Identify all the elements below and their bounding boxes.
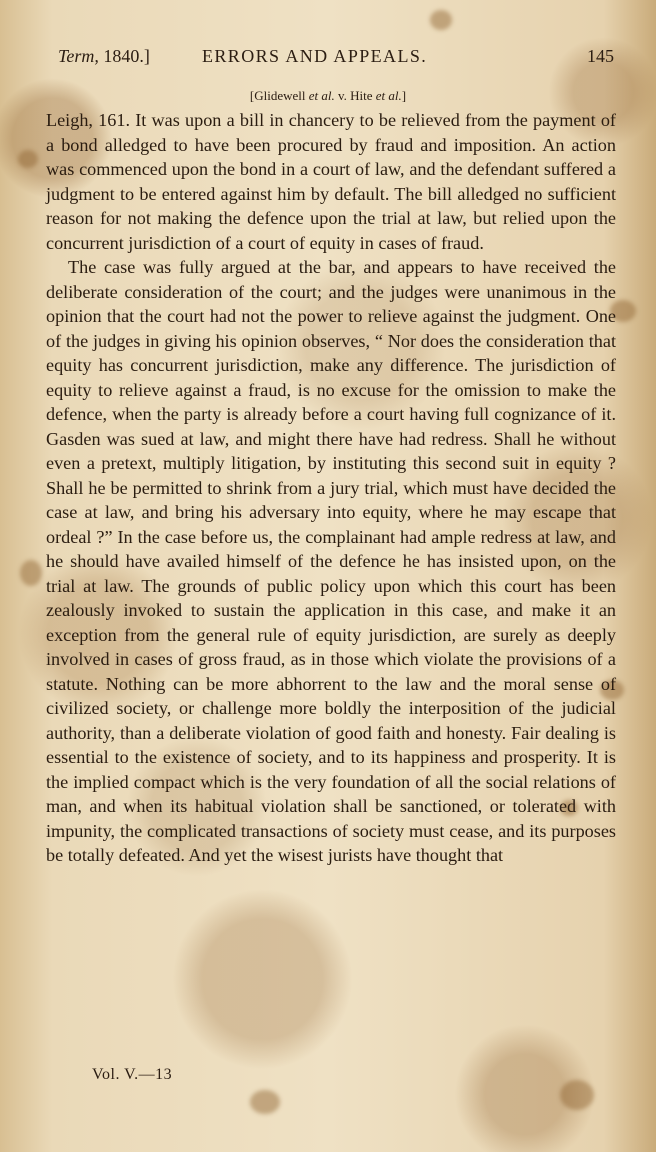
case-heading-open: [Glidewell xyxy=(249,88,306,103)
stain-spot xyxy=(430,10,452,30)
case-heading-v: v. Hite xyxy=(337,88,373,103)
body-text xyxy=(46,108,616,868)
term-year: 1840.] xyxy=(103,46,150,66)
case-heading-close: ] xyxy=(401,88,407,103)
case-heading xyxy=(0,88,656,104)
term-label xyxy=(58,46,150,67)
stain-spot xyxy=(18,150,38,168)
section-title: ERRORS AND APPEALS. xyxy=(202,46,428,66)
page-number: 145 xyxy=(587,46,614,66)
paragraph-2: The case was fully argued at the bar, and appears to have received the deliberate consideration of the court; and the judges were unanimous in the opinion that the court had not the power to relieve against the judgment. One of the judges in giving his opinion observes, “ Nor does the consideration that equity has concurrent jurisdiction, make any difference. The jurisdiction of equity to relieve against a fraud, is no excuse for the omission to make the defence, when the party is already before a court having full cognizance of it. Gasden was sued at law, and might there have had redress. Shall he without even a pretext, multiply litigation, by instituting this second suit in equity ? Shall he be permitted to shrink from a jury trial, which must have decided the case at law, and bring his adversary into equity, where he may escape that ordeal ?” In the case before us, the complainant had ample redress at law, and he should have availed himself of the defence he has insisted upon, on the trial at law. The grounds of public policy upon which this court has been zealously invoked to sustain the application in this case, and make it an exception from the general rule of equity jurisdiction, are surely as deeply involved in cases of gross fraud, as in those which violate the provisions of a statute. Nothing can be more abhorrent to the law and the moral sense of civilized society, or challenge more boldly the interposition of the judicial authority, than a deliberate violation of good faith and honesty. Fair dealing is essential to the existence of society, and to its happiness and prosperity. It is the implied compact which is the very foundation of all the social relations of man, and when its habitual violation shall be sanctioned, or tolerated with impunity, the complicated transactions of society must cease, and its purposes be totally defeated. And yet the wisest jurists have thought that xyxy=(46,257,616,865)
case-heading-et-al-2: et al. xyxy=(375,88,402,103)
running-head xyxy=(58,46,614,70)
signature-mark: Vol. V.—13 xyxy=(92,1066,173,1083)
stain-spot xyxy=(560,1080,594,1110)
paragraph-1: Leigh, 161. It was upon a bill in chancery to be relieved from the payment of a bond alledged to have been procured by fraud and imposition. An action was commenced upon the bond in a court of law, and the defendant suffered a judgment to be entered against him by default. The bill alledged no sufficient reason for not making the defence upon the trial at law, but relied upon the concurrent jurisdiction of a court of equity in cases of fraud. xyxy=(46,110,616,253)
stain-spot xyxy=(250,1090,280,1114)
term-word: Term, xyxy=(58,46,99,66)
stain-spot xyxy=(20,560,42,586)
case-heading-et-al-1: et al. xyxy=(308,88,335,103)
